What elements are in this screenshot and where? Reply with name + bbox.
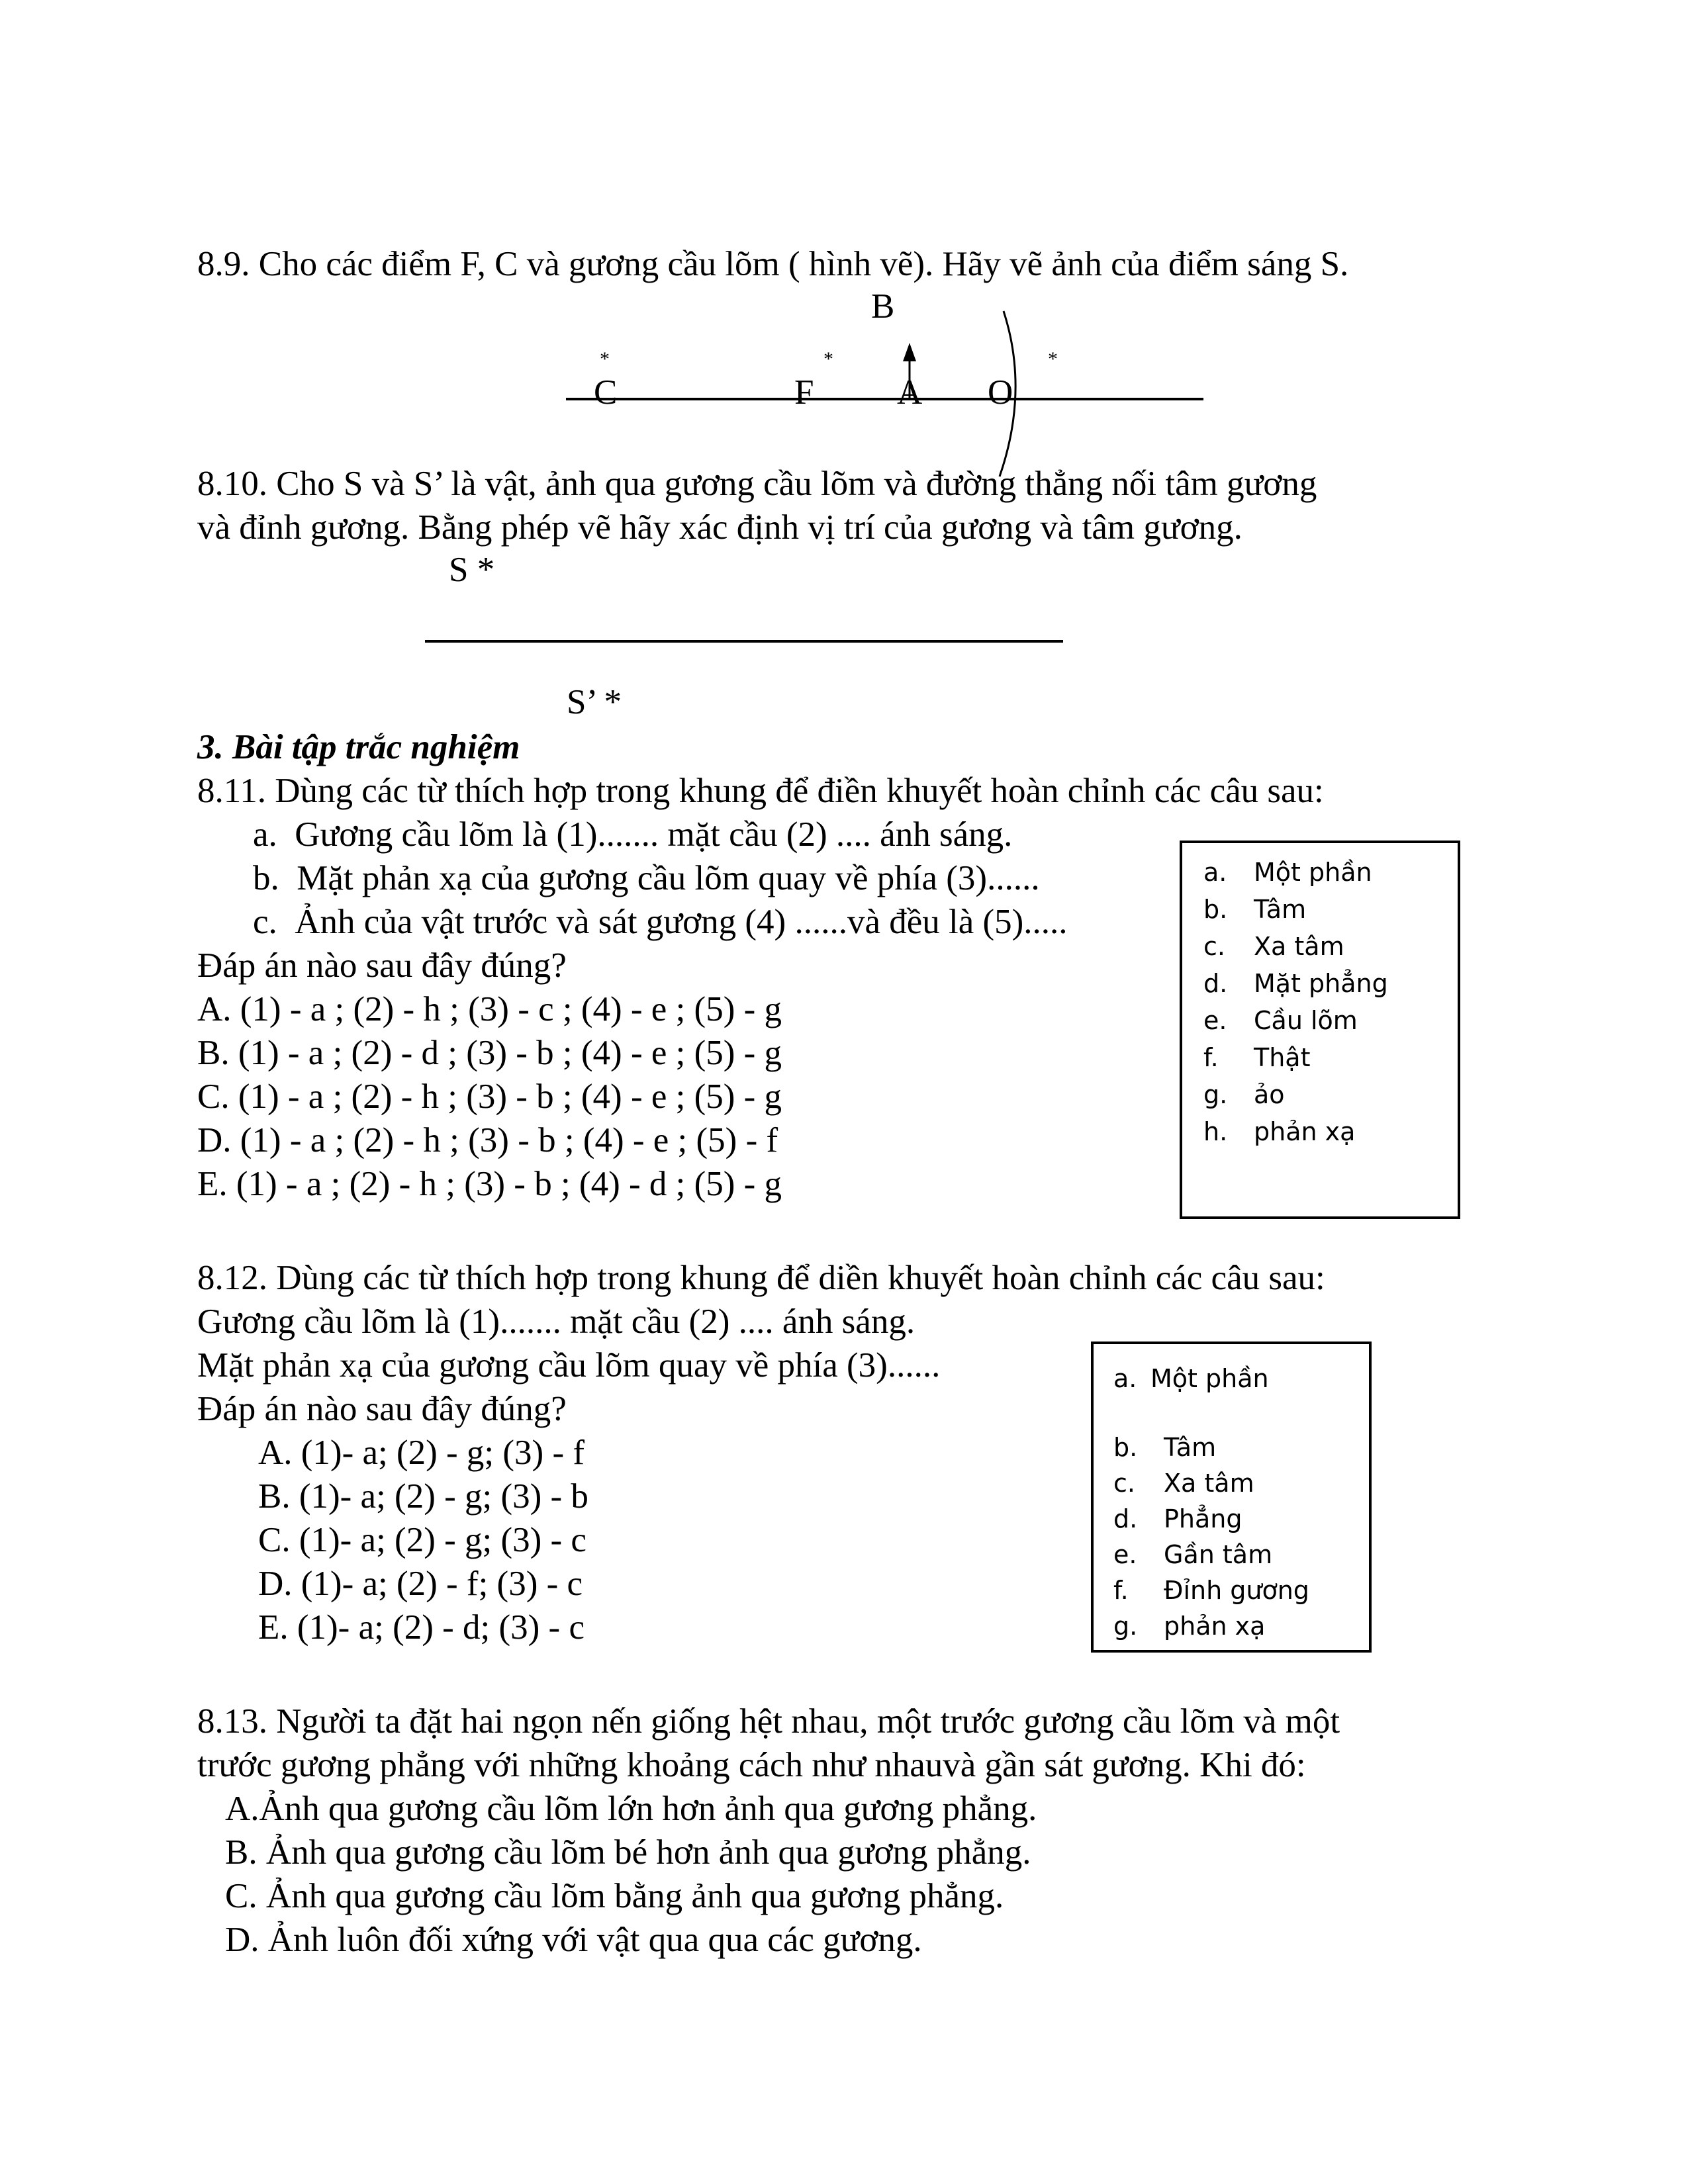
word-box-item: h. phản xạ bbox=[1203, 1117, 1356, 1146]
word-box-item: e. Cầu lõm bbox=[1203, 1006, 1358, 1035]
star-marker-f: * bbox=[823, 348, 833, 370]
sentence-label: a. bbox=[253, 815, 277, 854]
point-s-prime-label: S’ * bbox=[567, 683, 622, 721]
q812-option-a[interactable]: A. (1)- a; (2) - g; (3) - f bbox=[258, 1433, 585, 1472]
question-8-10-line1: 8.10. Cho S và S’ là vật, ảnh qua gương cầu lõm và đường thẳng nối tâm gương bbox=[197, 465, 1317, 503]
q812-option-c[interactable]: C. (1)- a; (2) - g; (3) - c bbox=[258, 1521, 586, 1559]
q813-option-a[interactable]: A.Ảnh qua gương cầu lõm lớn hơn ảnh qua gương phẳng. bbox=[225, 1790, 1037, 1828]
q811-sentence-c bbox=[253, 900, 1068, 944]
sentence-text: Mặt phản xạ của gương cầu lõm quay về phía (3)...... bbox=[297, 859, 1040, 897]
star-marker-c: * bbox=[600, 348, 610, 370]
q813-option-b[interactable]: B. Ảnh qua gương cầu lõm bé hơn ảnh qua gương phẳng. bbox=[225, 1833, 1031, 1872]
word-box-item: b. Tâm bbox=[1203, 895, 1307, 924]
word-box-item: a. Một phần bbox=[1203, 858, 1372, 887]
q811-question: Đáp án nào sau đây đúng? bbox=[197, 946, 567, 985]
word-box-item: c. Xa tâm bbox=[1113, 1469, 1254, 1498]
question-8-13-line2: trước gương phẳng với những khoảng cách như nhauvà gần sát gương. Khi đó: bbox=[197, 1746, 1306, 1784]
figure-label-a: A bbox=[897, 373, 923, 412]
q811-sentence-b bbox=[253, 856, 1040, 900]
q811-sentence-a bbox=[253, 813, 1012, 856]
figure-label-b: B bbox=[871, 287, 895, 326]
star-marker-right: * bbox=[1048, 348, 1058, 370]
q812-line2: Mặt phản xạ của gương cầu lõm quay về phía (3)...... bbox=[197, 1346, 941, 1385]
figure-label-c: C bbox=[594, 373, 618, 412]
q811-option-c[interactable]: C. (1) - a ; (2) - h ; (3) - b ; (4) - e ; (5) - g bbox=[197, 1077, 782, 1116]
question-8-13-line1: 8.13. Người ta đặt hai ngọn nến giống hệt nhau, một trước gương cầu lõm và một bbox=[197, 1702, 1340, 1741]
word-box-item: f. Thật bbox=[1203, 1043, 1311, 1072]
q812-option-e[interactable]: E. (1)- a; (2) - d; (3) - c bbox=[258, 1608, 585, 1647]
figure-label-o: O bbox=[988, 373, 1013, 412]
q811-option-d[interactable]: D. (1) - a ; (2) - h ; (3) - b ; (4) - e ; (5) - f bbox=[197, 1121, 778, 1160]
section-heading: 3. Bài tập trắc nghiệm bbox=[197, 728, 520, 766]
q811-option-b[interactable]: B. (1) - a ; (2) - d ; (3) - b ; (4) - e ; (5) - g bbox=[197, 1034, 782, 1072]
q812-word-box bbox=[1091, 1342, 1372, 1653]
word-box-item: d. Mặt phẳng bbox=[1203, 969, 1388, 998]
q811-word-box bbox=[1180, 841, 1460, 1219]
word-box-item: c. Xa tâm bbox=[1203, 932, 1344, 961]
q813-option-d[interactable]: D. Ảnh luôn đối xứng với vật qua qua các gương. bbox=[225, 1921, 922, 1959]
q812-option-d[interactable]: D. (1)- a; (2) - f; (3) - c bbox=[258, 1565, 583, 1603]
q811-option-e[interactable]: E. (1) - a ; (2) - h ; (3) - b ; (4) - d ; (5) - g bbox=[197, 1165, 782, 1203]
word-box-item: d. Phẳng bbox=[1113, 1504, 1243, 1533]
word-box-item: g. phản xạ bbox=[1113, 1612, 1266, 1641]
sentence-label: b. bbox=[253, 859, 279, 897]
question-8-11-stem: 8.11. Dùng các từ thích hợp trong khung để điền khuyết hoàn chỉnh các câu sau: bbox=[197, 772, 1324, 810]
word-box-item: e. Gần tâm bbox=[1113, 1540, 1273, 1569]
q812-question: Đáp án nào sau đây đúng? bbox=[197, 1390, 567, 1428]
question-8-9-text: 8.9. Cho các điểm F, C và gương cầu lõm ( hình vẽ). Hãy vẽ ảnh của điểm sáng S. bbox=[197, 245, 1349, 283]
q813-option-c[interactable]: C. Ảnh qua gương cầu lõm bằng ảnh qua gương phẳng. bbox=[225, 1877, 1004, 1915]
sentence-label: c. bbox=[253, 903, 277, 941]
sentence-text: Ảnh của vật trước và sát gương (4) ......và đều là (5)..... bbox=[295, 903, 1068, 941]
figure-label-f: F bbox=[794, 373, 814, 412]
question-8-12-stem: 8.12. Dùng các từ thích hợp trong khung để diền khuyết hoàn chỉnh các câu sau: bbox=[197, 1259, 1325, 1297]
word-box-item: b. Tâm bbox=[1113, 1433, 1217, 1462]
word-box-item: g. ảo bbox=[1203, 1080, 1285, 1109]
q811-option-a[interactable]: A. (1) - a ; (2) - h ; (3) - c ; (4) - e ; (5) - g bbox=[197, 990, 782, 1028]
point-s-label: S * bbox=[449, 551, 495, 589]
question-8-10-line2: và đỉnh gương. Bằng phép vẽ hãy xác định vị trí của gương và tâm gương. bbox=[197, 508, 1243, 547]
sentence-text: Gương cầu lõm là (1)....... mặt cầu (2) .... ánh sáng. bbox=[295, 815, 1013, 854]
word-box-item: f. Đỉnh gương bbox=[1113, 1576, 1309, 1605]
q812-line1: Gương cầu lõm là (1)....... mặt cầu (2) .... ánh sáng. bbox=[197, 1302, 915, 1341]
q812-option-b[interactable]: B. (1)- a; (2) - g; (3) - b bbox=[258, 1477, 588, 1516]
word-box-item: a. Một phần bbox=[1113, 1364, 1269, 1393]
